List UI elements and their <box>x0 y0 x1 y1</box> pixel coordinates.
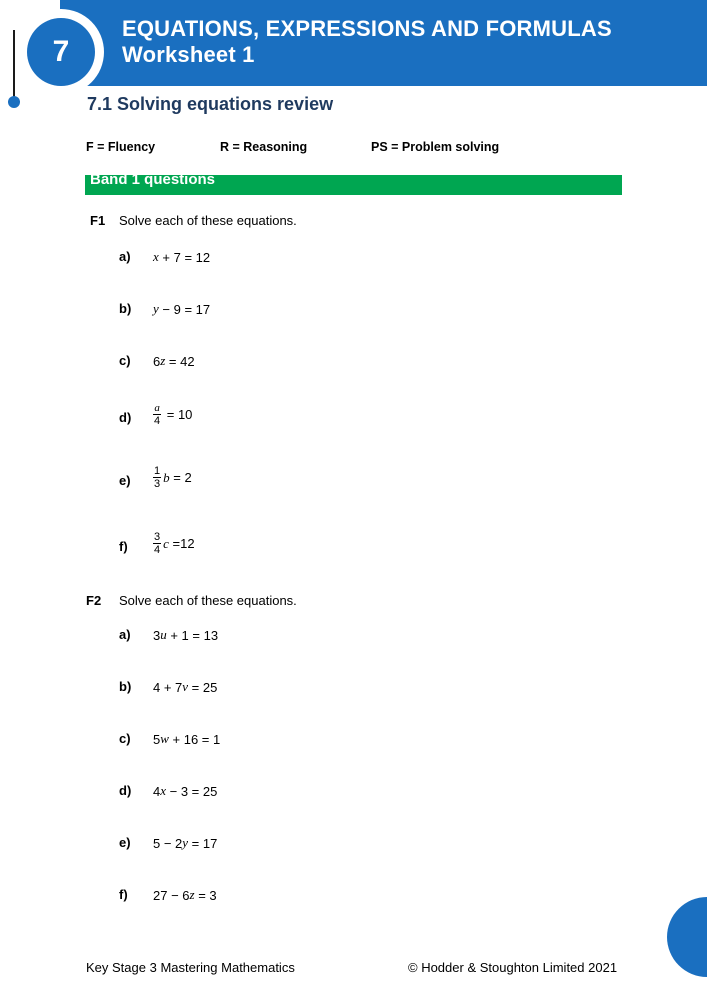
section-title: 7.1 Solving equations review <box>87 94 334 114</box>
variable: u <box>160 627 167 642</box>
legend-problem-solving: PS = Problem solving <box>371 140 500 154</box>
equation <box>153 402 192 427</box>
equation-rest: − 3 = 25 <box>166 783 218 799</box>
equation-rest: − 9 = 17 <box>158 301 211 317</box>
part-label: c) <box>119 353 131 368</box>
fraction-denominator: 4 <box>154 544 161 556</box>
footer-right: © Hodder & Stoughton Limited 2021 <box>408 960 618 975</box>
fraction-numerator: 3 <box>154 531 161 543</box>
equation-rest: = 17 <box>188 835 218 851</box>
equation-coefficient: 6 <box>153 353 161 369</box>
equation <box>153 835 217 851</box>
legend-fluency: F = Fluency <box>86 140 156 154</box>
equation-rest: = 42 <box>165 353 195 369</box>
chapter-title: EQUATIONS, EXPRESSIONS AND FORMULAS <box>122 16 612 41</box>
equation-coefficient: 5 − 2 <box>153 835 183 851</box>
decorative-corner-circle <box>667 897 707 977</box>
equation <box>153 301 210 317</box>
part-label: a) <box>119 249 131 264</box>
equation-coefficient: 4 <box>153 783 161 799</box>
variable: x <box>160 783 167 798</box>
part-label: d) <box>119 783 132 798</box>
part-label: c) <box>119 731 131 746</box>
fraction-numerator: 1 <box>154 465 161 477</box>
equation <box>153 353 195 369</box>
variable: y <box>182 835 189 850</box>
fraction-denominator: 4 <box>154 415 161 427</box>
variable: z <box>160 353 166 368</box>
part-label: e) <box>119 835 131 850</box>
worksheet-number: Worksheet 1 <box>122 42 255 67</box>
equation-rest: = 10 <box>163 407 193 422</box>
band-header <box>85 171 622 195</box>
question-label: F1 <box>90 213 106 228</box>
fraction <box>153 531 161 556</box>
equation-rest: = 3 <box>194 887 217 903</box>
equation <box>153 465 192 490</box>
part-label: f) <box>119 539 128 554</box>
footer-left: Key Stage 3 Mastering Mathematics <box>86 960 295 975</box>
part-label: f) <box>119 887 128 902</box>
equation-coefficient: 27 − 6 <box>153 887 190 903</box>
equation <box>153 627 218 643</box>
equation-rest: = 2 <box>169 470 192 485</box>
equation <box>153 249 210 265</box>
part-label: a) <box>119 627 131 642</box>
variable: c <box>163 535 169 551</box>
equation <box>153 783 217 799</box>
variable: b <box>163 469 170 485</box>
part-label: e) <box>119 473 131 488</box>
equation-coefficient: 5 <box>153 731 161 747</box>
decorative-arc-line <box>13 30 15 98</box>
fraction <box>153 402 161 427</box>
part-label: b) <box>119 679 132 694</box>
equation <box>153 679 217 695</box>
fraction-numerator: a <box>154 402 160 414</box>
equation-rest: = 25 <box>188 679 218 695</box>
chapter-number-badge: 7 <box>27 18 95 86</box>
equation-rest: =12 <box>168 536 195 551</box>
band-label: Band 1 questions <box>90 171 216 188</box>
part-label: b) <box>119 301 132 316</box>
variable: y <box>153 301 159 316</box>
equation-rest: + 16 = 1 <box>168 731 221 747</box>
part-label: d) <box>119 410 132 425</box>
question-label: F2 <box>86 593 102 608</box>
question-prompt: Solve each of these equations. <box>119 593 297 608</box>
equation <box>153 731 220 747</box>
variable: x <box>153 249 159 264</box>
legend-reasoning: R = Reasoning <box>220 140 308 154</box>
question-prompt: Solve each of these equations. <box>119 213 297 228</box>
variable: z <box>189 887 195 902</box>
decorative-dot <box>8 96 20 108</box>
equation <box>153 531 195 556</box>
equation <box>153 887 217 903</box>
variable: w <box>160 731 169 746</box>
equation-rest: + 7 = 12 <box>158 249 211 265</box>
equation-rest: + 1 = 13 <box>166 627 219 643</box>
fraction-denominator: 3 <box>154 478 161 490</box>
worksheet-title <box>122 16 612 68</box>
equation-coefficient: 3 <box>153 627 161 643</box>
fraction <box>153 465 161 490</box>
equation-coefficient: 4 + 7 <box>153 679 183 695</box>
variable: v <box>182 679 189 694</box>
